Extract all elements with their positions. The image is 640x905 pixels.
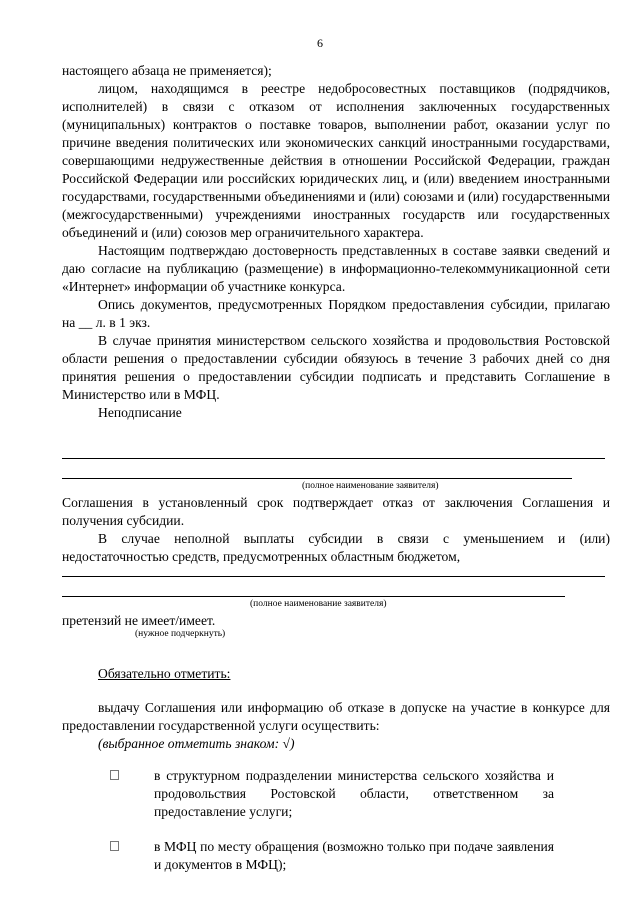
option-checkbox-mfc[interactable] xyxy=(110,841,119,851)
claims-text: претензий не имеет/имеет. xyxy=(62,613,216,628)
must-note-heading: Обязательно отметить: xyxy=(98,666,231,681)
paragraph-nonsigning: Неподписание xyxy=(98,405,182,420)
caption-underline-needed: (нужное подчеркнуть) xyxy=(135,629,226,639)
body-block-2 xyxy=(62,494,610,566)
paragraph-registry: лицом, находящимся в реестре недобросовестных поставщиков (подрядчиков, исполнителей) в связи с отказом от исполнения заключенных государственных (муниципальных) контрактов о поставке товаров, выполнении работ, оказании услуг по причине введения политических или экономических санкций иностранными государствами, совершающими недружественные действия в отношении Российской Федерации, граждан Российской Федерации или российских юридических лиц, и (или) введением иностранными государствами, государственными объединениями и (или) союзами и (или) государственными (межгосударственными) учреждениями иностранных государств или государственных объединений и (или) союзов мер ограничительного характера. xyxy=(62,81,610,240)
fill-line-applicant-4 xyxy=(62,596,565,597)
paragraph-consent: Настоящим подтверждаю достоверность представленных в составе заявки сведений и даю согласие на публикацию (размещение) в информационно-телекоммуникационной сети «Интернет» информации об участнике конкурса. xyxy=(62,243,610,294)
body-block-1 xyxy=(62,62,610,422)
page-number: 6 xyxy=(317,36,323,50)
option-mfc-text: в МФЦ по месту обращения (возможно только при подаче заявления и документов в МФЦ); xyxy=(154,839,554,872)
caption-applicant-name-2: (полное наименование заявителя) xyxy=(250,599,387,609)
paragraph-continuation: настоящего абзаца не применяется); xyxy=(62,63,272,78)
claims-line xyxy=(62,612,610,630)
mark-hint: (выбранное отметить знаком: √) xyxy=(98,736,295,751)
delivery-block xyxy=(62,699,610,753)
paragraph-inventory: Опись документов, предусмотренных Порядком предоставления субсидии, прилагаю на __ л. в 1 экз. xyxy=(62,297,610,330)
paragraph-obligation: В случае принятия министерством сельского хозяйства и продовольствия Ростовской области решения о предоставлении субсидии обязуюсь в течение 3 рабочих дней со дня принятия решения о предоставлении субсидии подписать и представить Соглашение в Министерство или в МФЦ. xyxy=(62,333,610,402)
delivery-text: выдачу Соглашения или информацию об отказе в допуске на участие в конкурсе для предоставлении государственной услуги осуществить: xyxy=(62,700,610,733)
must-note-block xyxy=(62,665,610,683)
option-checkbox-ministry[interactable] xyxy=(110,770,119,780)
fill-line-applicant-2 xyxy=(62,478,572,479)
paragraph-partial-payment: В случае неполной выплаты субсидии в связи с уменьшением и (или) недостаточностью средств, предусмотренных областным бюджетом, xyxy=(62,531,610,564)
paragraph-refusal: Соглашения в установленный срок подтверждает отказ от заключения Соглашения и получения субсидии. xyxy=(62,495,610,528)
caption-applicant-name: (полное наименование заявителя) xyxy=(302,481,439,491)
fill-line-applicant-3 xyxy=(62,576,605,577)
option-ministry-text: в структурном подразделении министерства сельского хозяйства и продовольствия Ростовской области, ответственном за предоставление услуги; xyxy=(154,768,554,819)
fill-line-applicant-1 xyxy=(62,458,605,459)
